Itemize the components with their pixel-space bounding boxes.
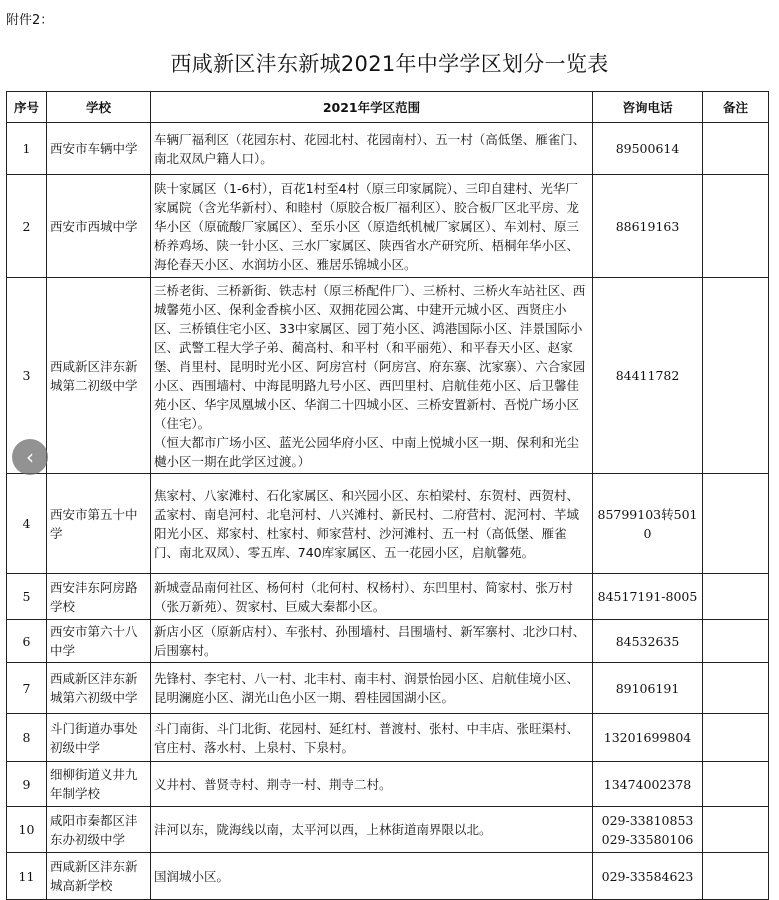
header-note: 备注 — [703, 92, 769, 123]
row-note — [703, 807, 769, 853]
row-phone: 85799103转5010 — [593, 474, 703, 574]
row-no: 10 — [7, 807, 47, 853]
row-no: 3 — [7, 278, 47, 474]
row-scope: 义井村、普贤寺村、荆寺一村、荆寺二村。 — [151, 762, 593, 807]
row-note — [703, 853, 769, 900]
header-phone: 咨询电话 — [593, 92, 703, 123]
row-school: 西安沣东阿房路学校 — [47, 574, 151, 620]
row-school: 西安市西城中学 — [47, 175, 151, 278]
row-no: 7 — [7, 663, 47, 714]
row-phone: 89106191 — [593, 663, 703, 714]
row-school: 细柳街道义井九年制学校 — [47, 762, 151, 807]
row-scope: 新店小区（原新店村）、车张村、孙围墙村、吕围墙村、新军寨村、北沙口村、后围寨村。 — [151, 620, 593, 663]
row-phone: 029-33810853 029-33580106 — [593, 807, 703, 853]
row-school: 西安市第六十八中学 — [47, 620, 151, 663]
school-district-table — [6, 91, 769, 900]
row-scope-cell — [151, 278, 593, 474]
row-note — [703, 663, 769, 714]
row-scope: 三桥老街、三桥新街、铁志村（原三桥配件厂）、三桥村、三桥火车站社区、西城馨苑小区、保利金香槟小区、双拥花园公寓、中建开元城小区、西贤庄小区、三桥镇住宅小区、33中家属区、园丁苑小区、鸿港国际小区、沣景国际小区、武警工程大学子弟、蔺高村、和平村（和平丽苑）、和平春天小区、赵家堡、肖里村、昆明时光小区、阿房宫村（阿房宫、府东寨、沈家寨）、六合家园小区、西围墙村、中海昆明路九号小区、西凹里村、启航佳苑小区、后卫馨佳苑小区、华宇凤凰城小区、华润二十四城小区、三桥安置新村、吾悦广场小区（住宅）。 — [154, 282, 586, 431]
row-scope: 陕十家属区（1-6村），百花1村至4村（原三印家属院）、三印自建村、光华厂家属院（含光华新村）、和睦村（原胶合板厂福利区）、胶合板厂区北平房、龙华小区（原硫酸厂家属区）、至乐小区（原造纸机械厂家属区）、车刘村、原三桥养鸡场、陕一针小区、三水厂家属区、陕西省水产研究所、梧桐年华小区、海伦春天小区、水润坊小区、雅居乐锦城小区。 — [151, 175, 593, 278]
row-note — [703, 123, 769, 175]
row-note — [703, 574, 769, 620]
row-school: 西安市车辆中学 — [47, 123, 151, 175]
row-no: 6 — [7, 620, 47, 663]
page-title: 西咸新区沣东新城2021年中学学区划分一览表 — [170, 52, 609, 76]
row-no: 9 — [7, 762, 47, 807]
row-phone: 89500614 — [593, 123, 703, 175]
row-school: 西咸新区沣东新城第二初级中学 — [47, 278, 151, 474]
row-scope: 斗门南街、斗门北街、花园村、延红村、普渡村、张村、中丰店、张旺渠村、官庄村、落水村、上泉村、下泉村。 — [151, 714, 593, 762]
row-phone: 84517191-8005 — [593, 574, 703, 620]
row-no: 8 — [7, 714, 47, 762]
table-row — [7, 762, 769, 807]
row-note — [703, 762, 769, 807]
table-row — [7, 620, 769, 663]
table-row — [7, 853, 769, 900]
row-scope-note: （恒大都市广场小区、蓝光公园华府小区、中南上悦城小区一期、保利和光尘樾小区一期在此学区过渡。） — [154, 434, 580, 469]
header-scope: 2021年学区范围 — [151, 92, 593, 123]
row-no: 4 — [7, 474, 47, 574]
row-school: 西咸新区沣东新城第六初级中学 — [47, 663, 151, 714]
row-phone: 88619163 — [593, 175, 703, 278]
table-row — [7, 807, 769, 853]
row-no: 11 — [7, 853, 47, 900]
row-scope: 新城壹品南何社区、杨何村（北何村、权杨村）、东凹里村、简家村、张万村（张万新苑）、贺家村、巨威大秦都小区。 — [151, 574, 593, 620]
row-note — [703, 620, 769, 663]
attachment-label: 附件2： — [6, 13, 54, 28]
chevron-left-icon: ‹ — [26, 445, 34, 469]
previous-page-button[interactable] — [12, 439, 48, 475]
row-school: 斗门街道办事处初级中学 — [47, 714, 151, 762]
header-school: 学校 — [47, 92, 151, 123]
row-no: 1 — [7, 123, 47, 175]
table-row — [7, 574, 769, 620]
row-school: 西咸新区沣东新城高新学校 — [47, 853, 151, 900]
table-row — [7, 474, 769, 574]
header-no: 序号 — [7, 92, 47, 123]
row-phone: 13474002378 — [593, 762, 703, 807]
table-row — [7, 123, 769, 175]
row-phone: 84411782 — [593, 278, 703, 474]
row-scope: 焦家村、八家滩村、石化家属区、和兴园小区、东柏梁村、东贺村、西贺村、孟家村、南皂河村、北皂河村、八兴滩村、新民村、二府营村、泥河村、芊域阳光小区、郑家村、杜家村、师家营村、沙河滩村、五一村（高低堡、雁雀门、南北双凤）、零五库、740库家属区、五一花园小区，启航馨苑。 — [151, 474, 593, 574]
table-row — [7, 714, 769, 762]
row-scope: 沣河以东，陇海线以南，太平河以西，上林街道南界限以北。 — [151, 807, 593, 853]
table-row — [7, 278, 769, 474]
row-note — [703, 175, 769, 278]
table-header-row — [7, 92, 769, 123]
row-phone: 84532635 — [593, 620, 703, 663]
row-no: 5 — [7, 574, 47, 620]
table-row — [7, 175, 769, 278]
row-scope: 国润城小区。 — [151, 853, 593, 900]
row-school: 西安市第五十中学 — [47, 474, 151, 574]
row-school: 咸阳市秦都区沣东办初级中学 — [47, 807, 151, 853]
row-scope: 车辆厂福利区（花园东村、花园北村、花园南村）、五一村（高低堡、雁雀门、南北双凤户籍人口）。 — [151, 123, 593, 175]
row-phone: 029-33584623 — [593, 853, 703, 900]
row-phone: 13201699804 — [593, 714, 703, 762]
row-note — [703, 474, 769, 574]
table-row — [7, 663, 769, 714]
row-note — [703, 278, 769, 474]
row-no: 2 — [7, 175, 47, 278]
row-note — [703, 714, 769, 762]
row-scope: 先锋村、李宅村、八一村、北丰村、南丰村、润景怡园小区、启航佳境小区、昆明澜庭小区、湖光山色小区一期、碧桂园国湖小区。 — [151, 663, 593, 714]
